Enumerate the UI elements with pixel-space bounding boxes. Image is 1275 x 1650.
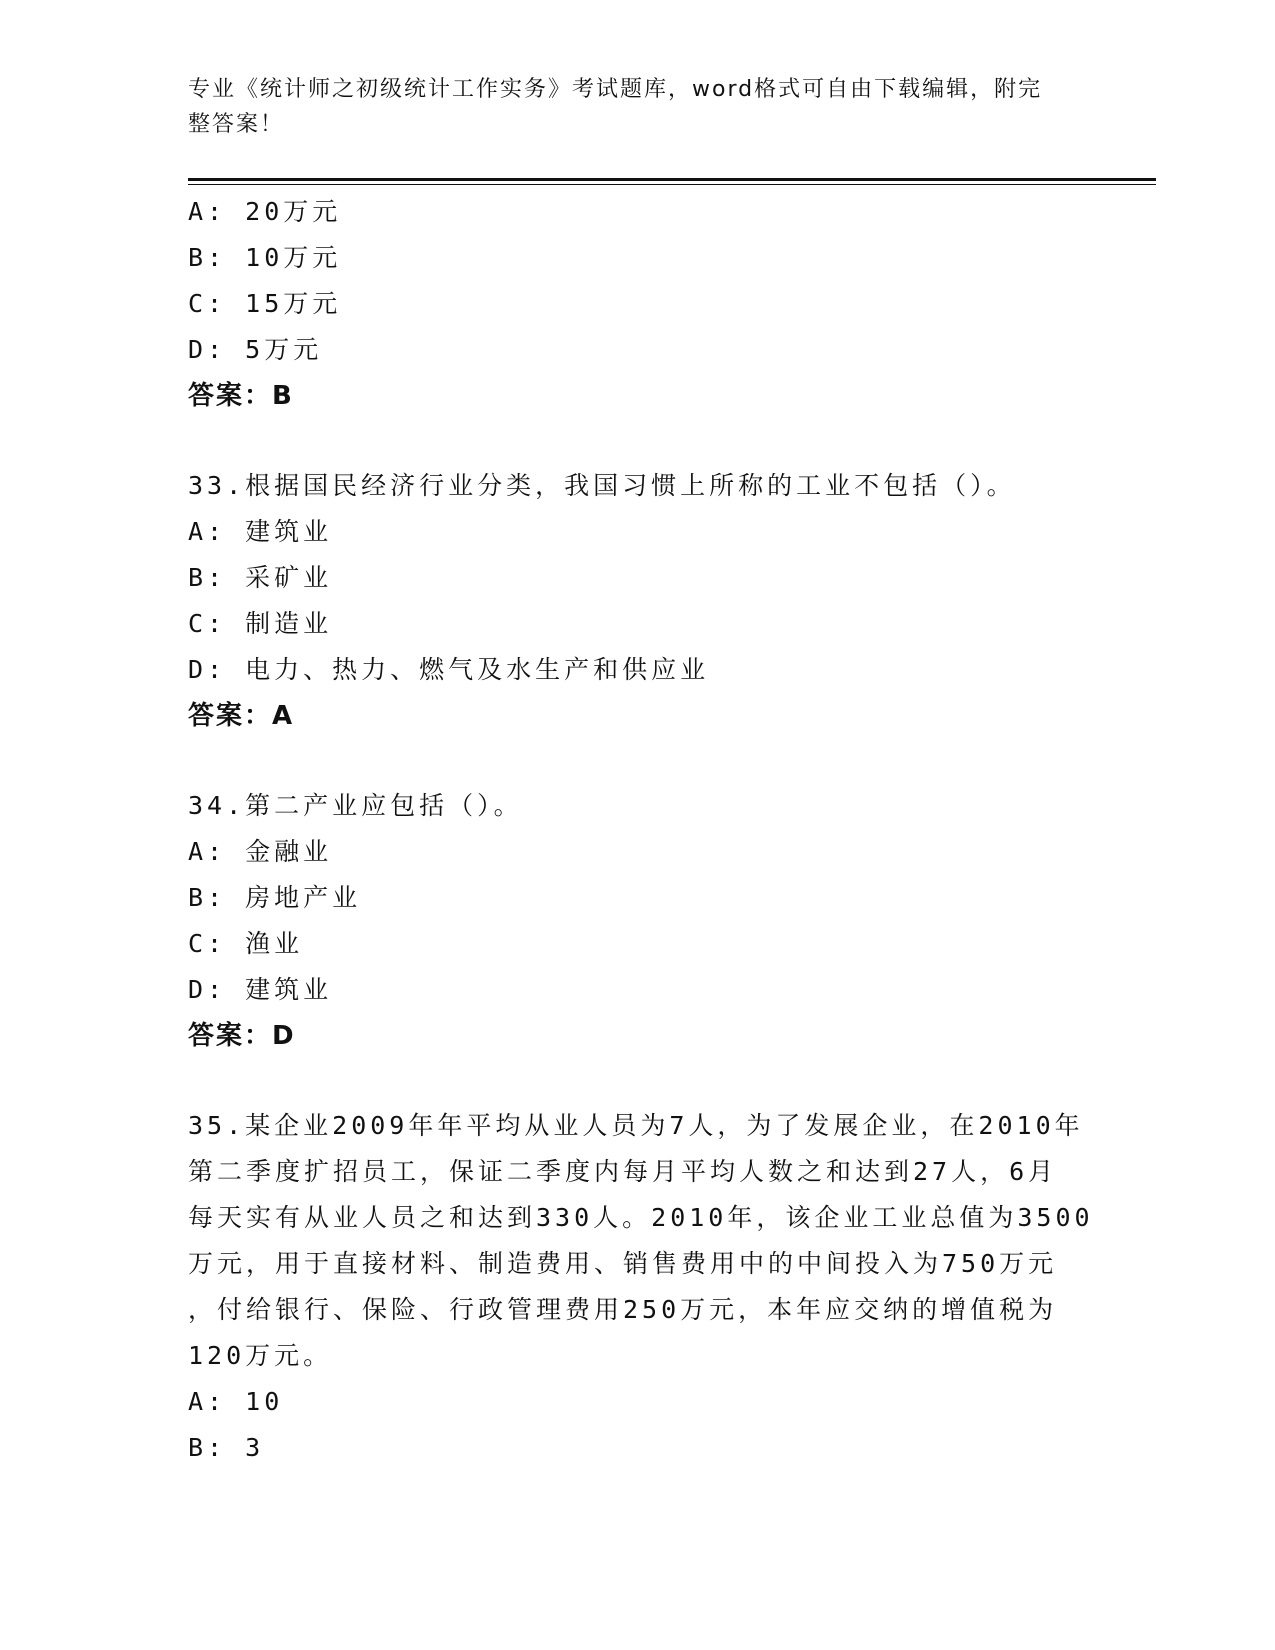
- question-stem: 34.第二产业应包括（）。: [188, 791, 523, 820]
- option-b: B: 3: [188, 1433, 265, 1462]
- option-b: B: 采矿业: [188, 563, 333, 592]
- question-33: [188, 463, 1088, 739]
- option-c: C: 15万元: [188, 289, 342, 318]
- question-stem-line: ，付给银行、保险、行政管理费用250万元，本年应交纳的增值税为: [188, 1295, 1058, 1324]
- document-header: [188, 72, 1068, 142]
- header-divider-thick: [188, 178, 1156, 181]
- option-b: B: 10万元: [188, 243, 342, 272]
- question-stem-line: 120万元。: [188, 1341, 333, 1370]
- option-c: C: 制造业: [188, 609, 333, 638]
- question-stem-line: 35.某企业2009年年平均从业人员为7人，为了发展企业，在2010年: [188, 1111, 1084, 1140]
- answer-label: 答案：D: [188, 1021, 296, 1051]
- spacer: [188, 739, 1088, 783]
- header-divider-thin: [188, 184, 1156, 185]
- spacer: [188, 1059, 1088, 1103]
- question-stem-line: 万元，用于直接材料、制造费用、销售费用中的中间投入为750万元: [188, 1249, 1058, 1278]
- option-c: C: 渔业: [188, 929, 304, 958]
- question-list: [188, 189, 1094, 1471]
- question-32: [188, 189, 1088, 419]
- answer-label: 答案：A: [188, 701, 295, 731]
- option-a: A: 20万元: [188, 197, 342, 226]
- question-stem-line: 第二季度扩招员工，保证二季度内每月平均人数之和达到27人，6月: [188, 1157, 1058, 1186]
- question-34: [188, 783, 1088, 1059]
- answer-label: 答案：B: [188, 381, 294, 411]
- question-stem-line: 每天实有从业人员之和达到330人。2010年，该企业工业总值为3500: [188, 1203, 1094, 1232]
- option-b: B: 房地产业: [188, 883, 362, 912]
- question-35: [188, 1103, 1094, 1471]
- option-d: D: 电力、热力、燃气及水生产和供应业: [188, 655, 710, 684]
- header-line-1: 专业《统计师之初级统计工作实务》考试题库，word格式可自由下载编辑，附完: [188, 77, 1043, 102]
- header-line-2: 整答案！: [188, 112, 285, 137]
- question-stem: 33.根据国民经济行业分类，我国习惯上所称的工业不包括（）。: [188, 471, 1016, 500]
- option-d: D: 建筑业: [188, 975, 333, 1004]
- option-a: A: 10: [188, 1387, 284, 1416]
- spacer: [188, 419, 1088, 463]
- option-a: A: 金融业: [188, 837, 333, 866]
- option-a: A: 建筑业: [188, 517, 333, 546]
- option-d: D: 5万元: [188, 335, 323, 364]
